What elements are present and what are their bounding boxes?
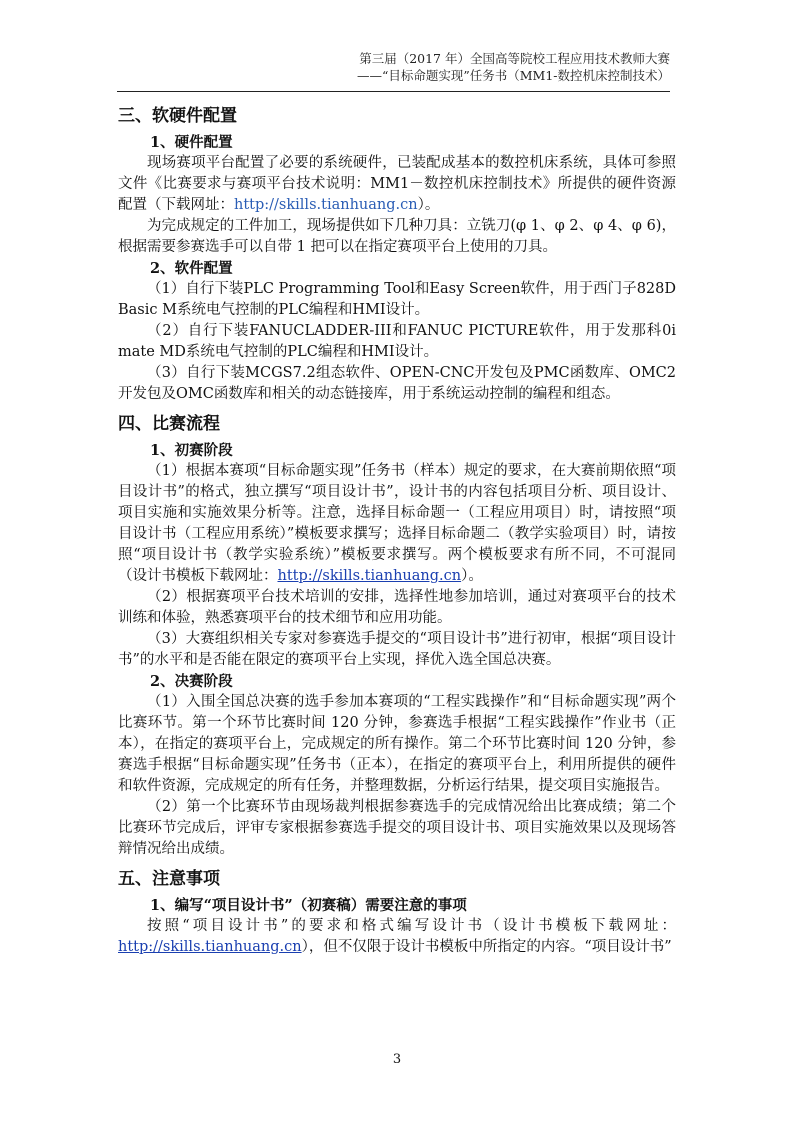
paragraph: （2）自行下装FANUCLADDER-III和FANUC PICTURE软件，用于发那科0i mate MD系统电气控制的PLC编程和HMI设计。: [118, 323, 676, 360]
subsection-title-preliminary: 1、初赛阶段: [150, 442, 233, 459]
paragraph: （3）自行下装MCGS7.2组态软件、OPEN-CNC开发包及PMC函数库、OMC2开发包及OMC函数库和相关的动态链接库，用于系统运动控制的编程和组态。: [118, 365, 676, 402]
section-title-hardware-software: 三、软硬件配置: [118, 106, 237, 126]
header-line-1: 第三届（2017 年）全国高等院校工程应用技术教师大赛: [359, 51, 670, 66]
paragraph: （1）入围全国总决赛的选手参加本赛项的“工程实践操作”和“目标命题实现”两个比赛环节。第一个环节比赛时间 120 分钟，参赛选手根据“工程实践操作”作业书（正本），在指定的赛项平台上，完成规定的所有操作。第二个环节比赛时间 120 分钟，参赛选手根据“目标命题实现”任务书（正本），在指定的赛项平台上，利用所提供的硬件和软件资源，完成规定的所有任务，并整理数据，分析运行结果，提交项目实施报告。: [118, 694, 676, 794]
page-header: [110, 50, 670, 84]
paragraph: 为完成规定的工件加工，现场提供如下几种刀具：立铣刀(φ 1、φ 2、φ 4、φ 6)，根据需要参赛选手可以自带 1 把可以在指定赛项平台上使用的刀具。: [118, 218, 676, 255]
header-rule: [117, 91, 670, 92]
paragraph: （3）大赛组织相关专家对参赛选手提交的“项目设计书”进行初审，根据“项目设计书”的水平和是否能在限定的赛项平台上实现，择优入选全国总决赛。: [118, 631, 676, 668]
subsection-title-design-doc-notes: 1、编写“项目设计书”（初赛稿）需要注意的事项: [150, 897, 467, 914]
paragraph: （1）自行下装PLC Programming Tool和Easy Screen软件，用于西门子828D Basic M系统电气控制的PLC编程和HMI设计。: [118, 281, 676, 318]
section-title-notes: 五、注意事项: [118, 869, 220, 889]
document-body: [118, 104, 676, 958]
subsection-title-final: 2、决赛阶段: [150, 673, 233, 690]
page-number: 3: [392, 1052, 402, 1067]
paragraph: （1）根据本赛项“目标命题实现”任务书（样本）规定的要求，在大赛前期依照“项目设计书”的格式，独立撰写“项目设计书”，设计书的内容包括项目分析、项目设计、项目实施和实施效果分析等。注意，选择目标命题一（工程应用项目）时，请按照“项目设计书（工程应用系统）”模板要求撰写；选择目标命题二（教学实验项目）时，请按照“项目设计书（教学实验系统）”模板要求撰写。两个模板要求有所不同，不可混同（设计书模板下载网址：http://skills.tianhuang.cn）。: [118, 463, 676, 584]
download-link[interactable]: http://skills.tianhuang.cn: [234, 197, 418, 213]
paragraph: 按照“项目设计书”的要求和格式编写设计书（设计书模板下载网址：http://skills.tianhuang.cn），但不仅限于设计书模板中所指定的内容。“项目设计书”: [118, 918, 676, 955]
header-line-2: ——“目标命题实现”任务书（MM1-数控机床控制技术）: [356, 68, 670, 83]
section-title-competition-process: 四、比赛流程: [118, 414, 220, 434]
download-link[interactable]: http://skills.tianhuang.cn: [277, 568, 462, 584]
subsection-title-software: 2、软件配置: [150, 260, 233, 277]
subsection-title-hardware: 1、硬件配置: [150, 134, 233, 151]
download-link[interactable]: http://skills.tianhuang.cn: [118, 939, 302, 955]
paragraph: （2）根据赛项平台技术培训的安排，选择性地参加培训，通过对赛项平台的技术训练和体验，熟悉赛项平台的技术细节和应用功能。: [118, 589, 676, 626]
paragraph: 现场赛项平台配置了必要的系统硬件，已装配成基本的数控机床系统，具体可参照文件《比赛要求与赛项平台技术说明：MM1－数控机床控制技术》所提供的硬件资源配置（下载网址：http://skills.tianhuang.cn）。: [118, 155, 676, 213]
paragraph: （2）第一个比赛环节由现场裁判根据参赛选手的完成情况给出比赛成绩；第二个比赛环节完成后，评审专家根据参赛选手提交的项目设计书、项目实施效果以及现场答辩情况给出成绩。: [118, 799, 676, 857]
